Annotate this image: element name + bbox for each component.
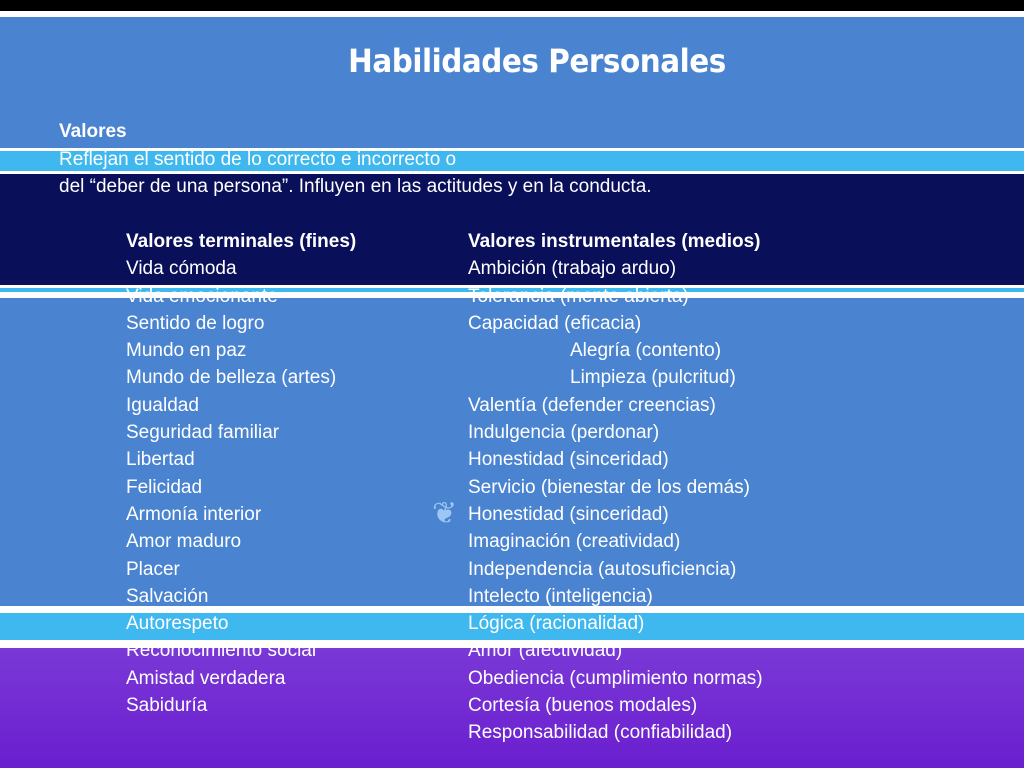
- terminal-value-item: Amor maduro: [126, 531, 242, 553]
- instrumental-value-item: Imaginación (creatividad): [468, 531, 681, 553]
- instrumental-value-item: Honestidad (sinceridad): [468, 503, 669, 525]
- instrumental-value-item: Ambición (trabajo arduo): [468, 258, 677, 280]
- terminal-value-item: Autorespeto: [126, 613, 229, 635]
- definition-line-1: Reflejan el sentido de lo correcto e incorrecto o: [59, 149, 457, 170]
- instrumental-value-item: Valentía (defender creencias): [468, 394, 716, 416]
- instrumental-value-item: Cortesía (buenos modales): [468, 695, 698, 717]
- instrumental-value-item: Indulgencia (perdonar): [468, 422, 660, 444]
- terminal-values-column: [126, 228, 356, 719]
- instrumental-value-item: Obediencia (cumplimiento normas): [468, 667, 763, 689]
- terminal-value-item: Mundo de belleza (artes): [126, 367, 337, 389]
- instrumental-values-column: [468, 228, 763, 747]
- terminal-value-item: Sabiduría: [126, 695, 208, 717]
- terminal-values-header: Valores terminales (fines): [126, 231, 357, 252]
- terminal-value-item: Felicidad: [126, 476, 203, 498]
- terminal-value-item: Vida emocionante: [126, 285, 278, 307]
- instrumental-value-item: Intelecto (inteligencia): [468, 585, 653, 607]
- terminal-value-item: Seguridad familiar: [126, 422, 280, 444]
- terminal-value-item: Salvación: [126, 585, 209, 607]
- floral-ornament-icon: ❦: [432, 496, 458, 531]
- terminal-value-item: Placer: [126, 558, 180, 580]
- instrumental-value-item: Responsabilidad (confiabilidad): [468, 722, 733, 744]
- definition-line-2: del “deber de una persona”. Influyen en las actitudes y en la conducta.: [59, 176, 652, 197]
- terminal-value-item: Libertad: [126, 449, 195, 471]
- instrumental-value-item: Limpieza (pulcritud): [570, 367, 736, 389]
- instrumental-value-item: Amor (afectividad): [468, 640, 623, 662]
- section-heading: Valores: [59, 121, 127, 142]
- instrumental-values-header: Valores instrumentales (medios): [468, 231, 761, 252]
- background-blue-band: [0, 17, 1024, 148]
- instrumental-value-item: Independencia (autosuficiencia): [468, 558, 737, 580]
- terminal-value-item: Igualdad: [126, 394, 199, 416]
- terminal-value-item: Vida cómoda: [126, 258, 237, 280]
- terminal-value-item: Sentido de logro: [126, 312, 265, 334]
- instrumental-value-item: Alegría (contento): [570, 340, 722, 362]
- terminal-value-item: Armonía interior: [126, 503, 262, 525]
- instrumental-value-item: Lógica (racionalidad): [468, 613, 645, 635]
- instrumental-value-item: Capacidad (eficacia): [468, 312, 642, 334]
- terminal-value-item: Reconocimiento social: [126, 640, 317, 662]
- slide-title: Habilidades Personales: [348, 42, 726, 80]
- instrumental-value-item: Servicio (bienestar de los demás): [468, 476, 750, 498]
- instrumental-value-item: Honestidad (sinceridad): [468, 449, 669, 471]
- instrumental-value-item: Tolerancia (mente abierta): [468, 285, 689, 307]
- top-black-band: [0, 0, 1024, 11]
- terminal-value-item: Amistad verdadera: [126, 667, 286, 689]
- terminal-value-item: Mundo en paz: [126, 340, 247, 362]
